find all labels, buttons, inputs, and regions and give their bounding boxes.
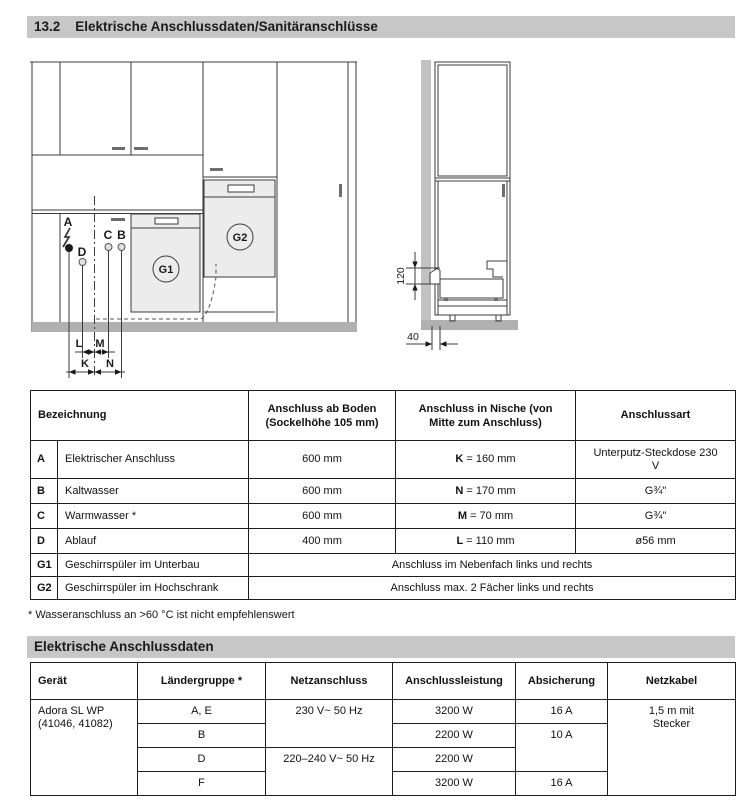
- section-title: Elektrische Anschlussdaten/Sanitäranschlüsse: [75, 19, 378, 34]
- cell-laendergruppe: F: [138, 772, 266, 796]
- cabinet-handle: [339, 184, 342, 197]
- dishwasher-handle: [228, 185, 254, 192]
- col-header-nische: Anschluss in Nische (von Mitte zum Anschluss): [396, 391, 576, 441]
- col-header-bezeichnung: Bezeichnung: [31, 391, 249, 441]
- point-b-label: B: [117, 228, 126, 242]
- cell-ab-boden: 600 mm: [249, 504, 396, 529]
- cell-anschlussleistung: 3200 W: [393, 772, 516, 796]
- cell-id: C: [31, 504, 58, 529]
- col-header-netzanschluss: Netzanschluss: [266, 663, 393, 700]
- cell-id: B: [31, 479, 58, 504]
- table-row-ae: [31, 700, 736, 724]
- col-header-anschlussleistung: Anschlussleistung: [393, 663, 516, 700]
- col-header-netzkabel: Netzkabel: [608, 663, 736, 700]
- cell-laendergruppe: D: [138, 748, 266, 772]
- table-header-row: [31, 391, 736, 441]
- cell-id: G2: [31, 577, 58, 600]
- cell-absicherung: 16 A: [516, 772, 608, 796]
- cell-anschlussart: G¾": [576, 504, 736, 529]
- section-number: 13.2: [34, 19, 61, 34]
- cell-anschlussleistung: 2200 W: [393, 724, 516, 748]
- point-a-label: A: [63, 215, 73, 229]
- cabinet-handle: [134, 147, 148, 150]
- cell-anschlussart: ø56 mm: [576, 529, 736, 554]
- countertop: [32, 210, 203, 214]
- g1-label: G1: [158, 264, 174, 276]
- cell-anschlussleistung: 3200 W: [393, 700, 516, 724]
- footnote: * Wasseranschluss an >60 °C ist nicht empfehlenswert: [28, 609, 295, 621]
- cell-bezeichnung: Geschirrspüler im Hochschrank: [58, 577, 249, 600]
- cell-netzkabel: 1,5 m mit Stecker: [608, 700, 736, 796]
- cell-netzanschluss: 220–240 V~ 50 Hz: [266, 748, 393, 796]
- col-header-anschlussart: Anschlussart: [576, 391, 736, 441]
- cell-geraet: Adora SL WP (41046, 41082): [31, 700, 138, 796]
- dishwasher-g2: [204, 180, 275, 277]
- dishwasher-handle: [155, 218, 178, 224]
- table-row-b: [31, 479, 736, 504]
- cell-nische: M = 70 mm: [396, 504, 576, 529]
- installation-diagram: [0, 0, 738, 388]
- g2-label: G2: [232, 232, 248, 244]
- right-diagram-side-view: [395, 60, 518, 350]
- point-d-outlet: [79, 259, 86, 266]
- point-d-label: D: [77, 245, 87, 259]
- col-header-ab-boden: Anschluss ab Boden (Sockelhöhe 105 mm): [249, 391, 396, 441]
- cell-ab-boden: 400 mm: [249, 529, 396, 554]
- section-title: Elektrische Anschlussdaten: [34, 639, 214, 654]
- cell-anschluss-info: Anschluss max. 2 Fächer links und rechts: [249, 577, 736, 600]
- point-c-label: C: [103, 228, 113, 242]
- cell-id: A: [31, 441, 58, 479]
- cell-anschluss-info: Anschluss im Nebenfach links und rechts: [249, 554, 736, 577]
- point-a-socket: [65, 244, 73, 252]
- dim-m-label: M: [95, 338, 105, 350]
- dim-k-label: K: [81, 358, 89, 370]
- cell-ab-boden: 600 mm: [249, 441, 396, 479]
- cell-netzanschluss: 230 V~ 50 Hz: [266, 700, 393, 748]
- cell-nische: K = 160 mm: [396, 441, 576, 479]
- floor-right: [421, 320, 518, 330]
- dim-l-label: L: [75, 338, 83, 350]
- table-row-d: [31, 529, 736, 554]
- cabinet-handle: [210, 168, 223, 171]
- cell-bezeichnung: Elektrischer Anschluss: [58, 441, 249, 479]
- table-row-g1: [31, 554, 736, 577]
- power-table: [30, 662, 736, 796]
- col-header-laendergruppe: Ländergruppe *: [138, 663, 266, 700]
- col-header-absicherung: Absicherung: [516, 663, 608, 700]
- cell-bezeichnung: Kaltwasser: [58, 479, 249, 504]
- cell-nische: L = 110 mm: [396, 529, 576, 554]
- table-row-c: [31, 504, 736, 529]
- point-b-outlet: [118, 244, 125, 251]
- cell-absicherung: 16 A: [516, 700, 608, 724]
- cabinet-handle: [502, 184, 505, 197]
- cell-bezeichnung: Geschirrspüler im Unterbau: [58, 554, 249, 577]
- connection-table: [30, 390, 736, 600]
- cell-bezeichnung: Warmwasser *: [58, 504, 249, 529]
- cell-absicherung: 10 A: [516, 724, 608, 772]
- cell-laendergruppe: A, E: [138, 700, 266, 724]
- cell-nische: N = 170 mm: [396, 479, 576, 504]
- dimension-kn: [66, 358, 125, 375]
- point-c-outlet: [105, 244, 112, 251]
- left-diagram-front-view: [30, 62, 357, 378]
- col-header-geraet: Gerät: [31, 663, 138, 700]
- cell-ab-boden: 600 mm: [249, 479, 396, 504]
- cell-anschlussart: Unterputz-Steckdose 230 V: [576, 441, 736, 479]
- dim-n-label: N: [106, 358, 114, 370]
- cabinet-handle: [111, 218, 125, 221]
- table-header-row: [31, 663, 736, 700]
- section-header-elektrisch: [27, 636, 735, 658]
- cell-anschlussleistung: 2200 W: [393, 748, 516, 772]
- cell-laendergruppe: B: [138, 724, 266, 748]
- floor-left: [32, 322, 357, 332]
- cell-bezeichnung: Ablauf: [58, 529, 249, 554]
- cell-anschlussart: G¾": [576, 479, 736, 504]
- table-row-g2: [31, 577, 736, 600]
- dishwasher-g1: [131, 214, 200, 312]
- cell-id: G1: [31, 554, 58, 577]
- cell-id: D: [31, 529, 58, 554]
- table-row-a: [31, 441, 736, 479]
- dim-120-label: 120: [395, 267, 407, 285]
- cabinet-handle: [112, 147, 125, 150]
- dim-40-label: 40: [407, 331, 419, 343]
